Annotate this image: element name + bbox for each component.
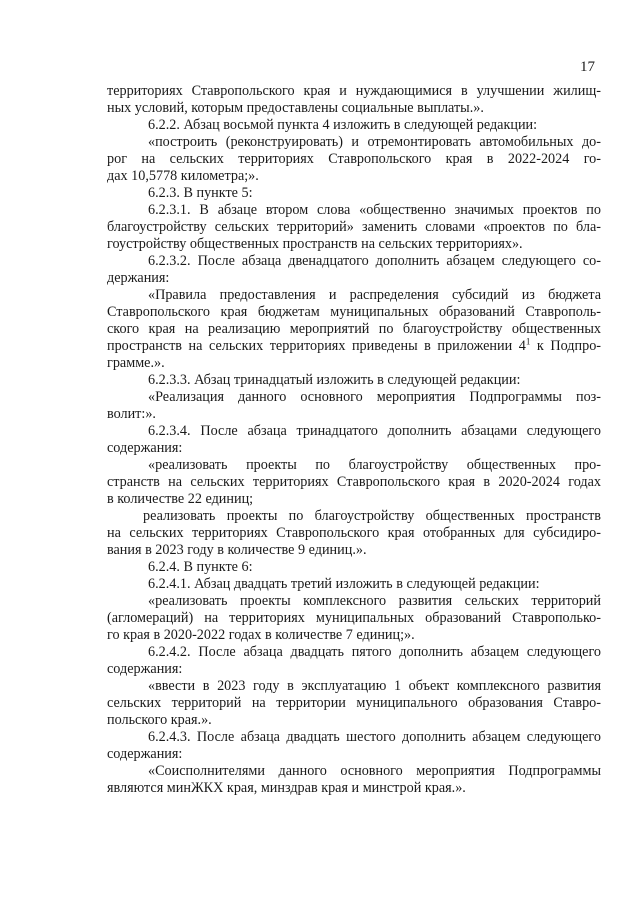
text-line bbox=[107, 627, 601, 644]
text-line-content: пространств на сельских территориях приведены в приложении 4 bbox=[107, 338, 526, 354]
text-line-content: ского края на реализацию мероприятий по благоустройству общественных bbox=[107, 321, 601, 337]
text-line-content: территориях Ставропольского края и нуждающимися в улучшении жилищ- bbox=[107, 83, 601, 99]
text-line-content: «построить (реконструировать) и отремонтировать автомобильных до- bbox=[148, 134, 601, 150]
text-line-content: странств на сельских территориях Ставропольского края в 2020-2024 годах bbox=[107, 474, 601, 490]
text-line-content: Ставропольского края бюджетам муниципальных образований Ставрополь- bbox=[107, 304, 601, 320]
text-line bbox=[107, 525, 601, 542]
text-line-tail: к Подпро- bbox=[530, 338, 602, 354]
text-line bbox=[107, 576, 601, 593]
text-line bbox=[107, 406, 601, 423]
text-line bbox=[107, 559, 601, 576]
text-line bbox=[107, 389, 601, 406]
text-line-content: волит:». bbox=[107, 406, 156, 422]
text-line bbox=[107, 270, 601, 287]
text-line-content: грамме.». bbox=[107, 355, 165, 371]
text-line-content: 6.2.3.3. Абзац тринадцатый изложить в следующей редакции: bbox=[148, 372, 521, 388]
text-line bbox=[107, 100, 601, 117]
text-line bbox=[107, 219, 601, 236]
text-line-content: 6.2.4. В пункте 6: bbox=[148, 559, 253, 575]
superscript: 1 bbox=[525, 336, 531, 347]
text-line-content: реализовать проекты по благоустройству общественных пространств bbox=[143, 508, 601, 524]
text-line bbox=[107, 83, 601, 100]
text-line-content: «Соисполнителями данного основного мероприятия Подпрограммы bbox=[148, 763, 601, 779]
text-line-content: рог на сельских территориях Ставропольского края в 2022-2024 го- bbox=[107, 151, 601, 167]
text-line bbox=[107, 491, 601, 508]
text-line bbox=[107, 542, 601, 559]
text-line bbox=[107, 763, 601, 780]
text-line bbox=[107, 746, 601, 763]
text-line bbox=[107, 151, 601, 168]
text-line-content: являются минЖКХ края, минздрав края и минстрой края.». bbox=[107, 780, 466, 796]
text-line-content: 6.2.3.1. В абзаце втором слова «общественно значимых проектов по bbox=[148, 202, 601, 218]
text-line-content: благоустройству сельских территорий» заменить словами «проектов по бла- bbox=[107, 219, 601, 235]
text-line-content: «ввести в 2023 году в эксплуатацию 1 объект комплексного развития bbox=[148, 678, 601, 694]
text-line-content: содержания: bbox=[107, 746, 183, 762]
text-line-content: «реализовать проекты комплексного развития сельских территорий bbox=[148, 593, 601, 609]
text-line-content: «реализовать проекты по благоустройству общественных про- bbox=[148, 457, 601, 473]
text-line bbox=[107, 236, 601, 253]
text-line bbox=[107, 304, 601, 321]
text-line-content: 6.2.4.3. После абзаца двадцать шестого дополнить абзацем следующего bbox=[148, 729, 601, 745]
text-line bbox=[107, 729, 601, 746]
text-line bbox=[107, 423, 601, 440]
text-line-content: содержания: bbox=[107, 661, 183, 677]
text-line-content: 6.2.3. В пункте 5: bbox=[148, 185, 253, 201]
text-line-content: 6.2.3.4. После абзаца тринадцатого дополнить абзацами следующего bbox=[148, 423, 601, 439]
text-line bbox=[107, 338, 601, 355]
text-line bbox=[107, 457, 601, 474]
text-line bbox=[107, 593, 601, 610]
text-line bbox=[107, 287, 601, 304]
text-line-content: го края в 2020-2022 годах в количестве 7 единиц;». bbox=[107, 627, 415, 643]
text-line bbox=[107, 780, 601, 797]
text-line-content: вания в 2023 году в количестве 9 единиц.». bbox=[107, 542, 367, 558]
text-line bbox=[107, 117, 601, 134]
text-line bbox=[107, 712, 601, 729]
text-line-content: держания: bbox=[107, 270, 170, 286]
text-line-content: 6.2.4.2. После абзаца двадцать пятого дополнить абзацем следующего bbox=[148, 644, 601, 660]
text-line bbox=[107, 440, 601, 457]
text-line bbox=[107, 202, 601, 219]
text-line-content: 6.2.2. Абзац восьмой пункта 4 изложить в следующей редакции: bbox=[148, 117, 538, 133]
text-line bbox=[107, 610, 601, 627]
text-line-content: на сельских территориях Ставропольского края отобранных для субсидиро- bbox=[107, 525, 601, 541]
text-line bbox=[107, 253, 601, 270]
page-number: 17 bbox=[580, 59, 595, 75]
text-line-content: 6.2.4.1. Абзац двадцать третий изложить в следующей редакции: bbox=[148, 576, 540, 592]
text-line bbox=[107, 134, 601, 151]
text-line bbox=[107, 474, 601, 491]
text-line-content: 6.2.3.2. После абзаца двенадцатого дополнить абзацем следующего со- bbox=[148, 253, 601, 269]
document-body bbox=[107, 83, 601, 797]
text-line bbox=[107, 678, 601, 695]
text-line-content: «Правила предоставления и распределения субсидий из бюджета bbox=[148, 287, 601, 303]
text-line-content: в количестве 22 единиц; bbox=[107, 491, 254, 507]
text-line-content: содержания: bbox=[107, 440, 183, 456]
text-line bbox=[107, 185, 601, 202]
text-line-content: «Реализация данного основного мероприятия Подпрограммы поз- bbox=[148, 389, 601, 405]
text-line-content: (агломераций) на территориях муниципальных образований Ставрополько- bbox=[107, 610, 601, 626]
text-line bbox=[107, 695, 601, 712]
text-line bbox=[107, 355, 601, 372]
text-line-content: сельских территорий на территории муниципального образования Ставро- bbox=[107, 695, 601, 711]
text-line-content: дах 10,5778 километра;». bbox=[107, 168, 259, 184]
text-line bbox=[107, 372, 601, 389]
text-line bbox=[107, 508, 601, 525]
text-line bbox=[107, 644, 601, 661]
text-line-content: гоустройству общественных пространств на сельских территориях». bbox=[107, 236, 523, 252]
text-line-content: ных условий, которым предоставлены социальные выплаты.». bbox=[107, 100, 484, 116]
text-line bbox=[107, 661, 601, 678]
text-line bbox=[107, 168, 601, 185]
text-line-content: польского края.». bbox=[107, 712, 212, 728]
